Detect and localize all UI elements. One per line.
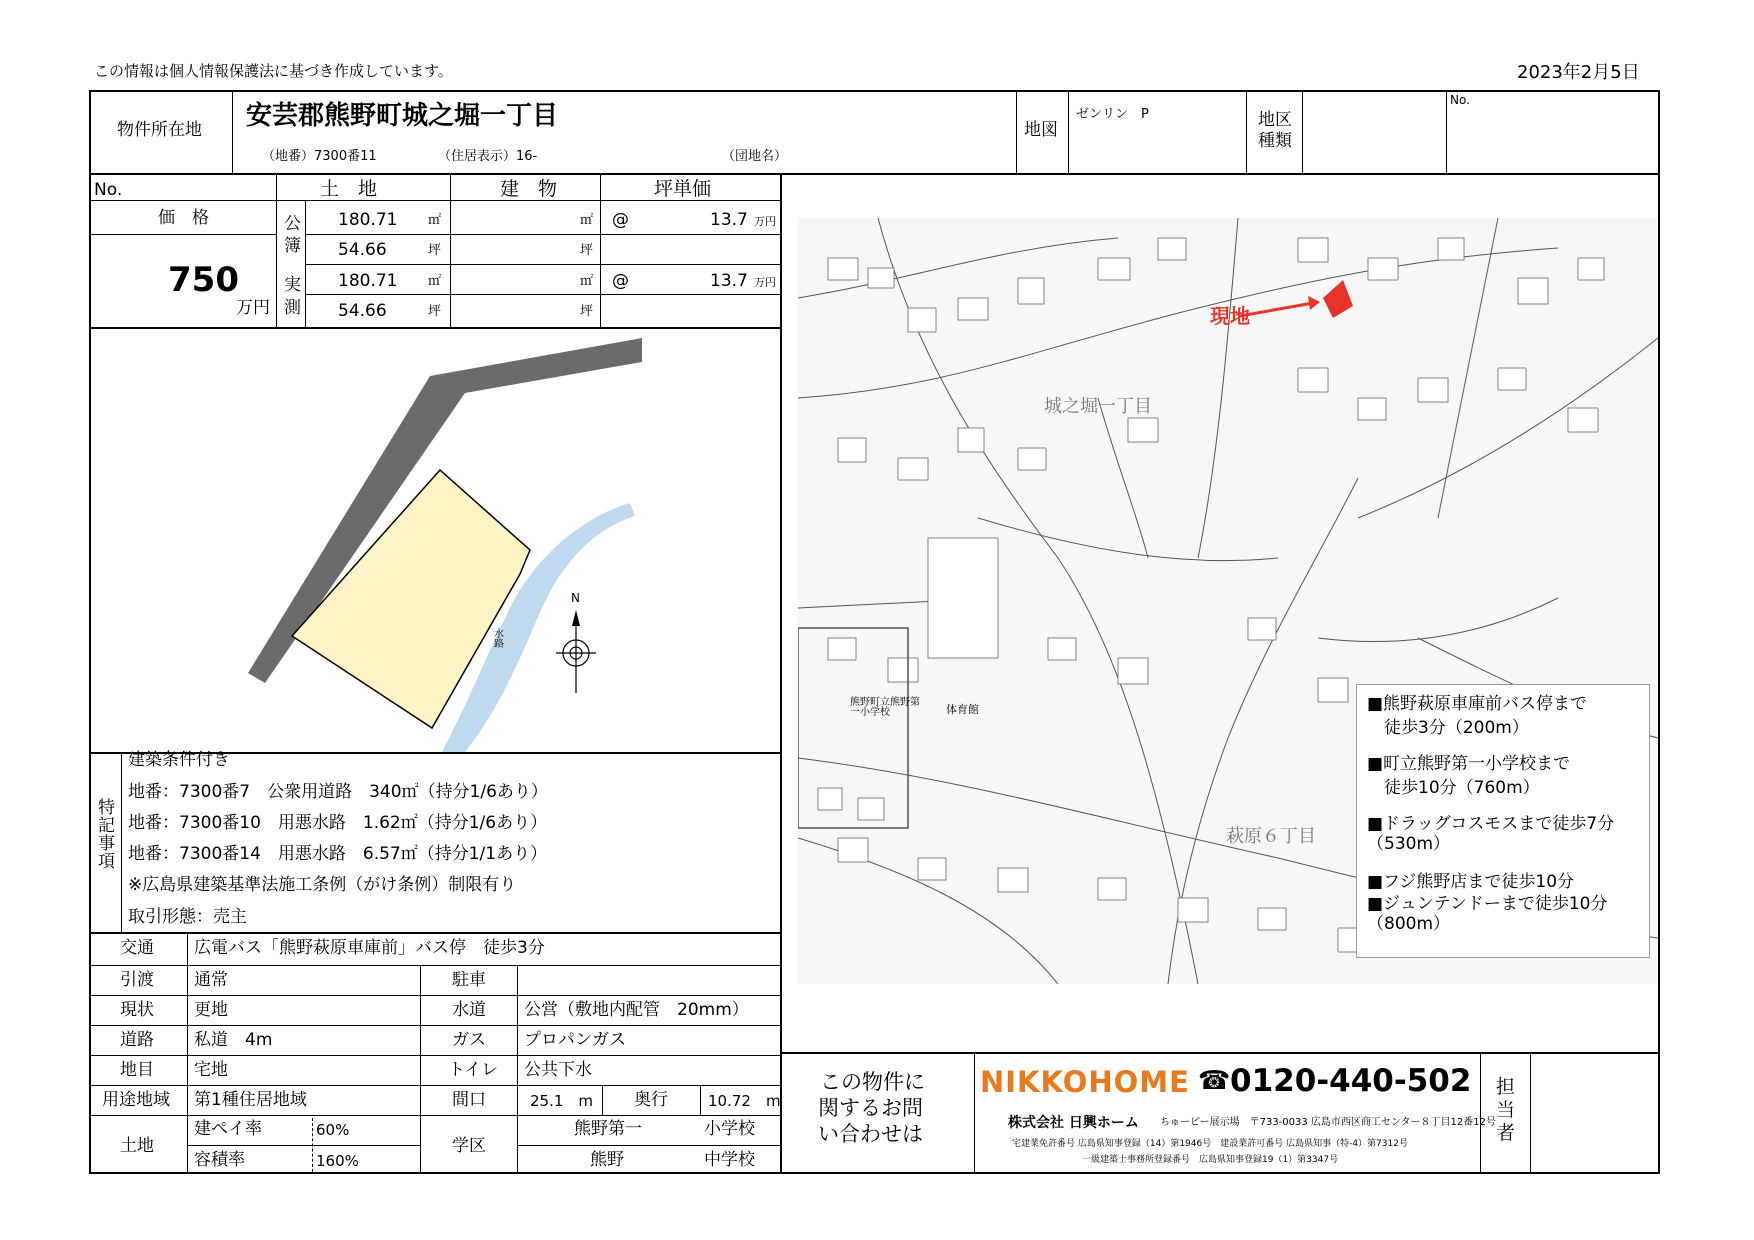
document-date: 2023年2月5日 (1517, 62, 1640, 83)
youto-label: 用途地域 (102, 1090, 170, 1110)
elementary-school-type: 小学校 (704, 1119, 755, 1139)
at-mark: @ (612, 271, 629, 291)
header-divider (89, 173, 1660, 175)
tochi-label: 土地 (120, 1136, 154, 1156)
man-yen-unit: 万円 (754, 276, 776, 289)
toilet-label: トイレ (448, 1060, 499, 1080)
suido-label: 水道 (452, 1000, 486, 1020)
remark-line-3: 地番：7300番10 用悪水路 1.62㎡（持分1/6あり） (128, 813, 548, 833)
info-line-5: ■ドラッグコスモスまで徒歩7分 (1367, 814, 1615, 834)
phone-icon: ☎ (1198, 1066, 1231, 1096)
youseki-label: 容積率 (194, 1150, 245, 1170)
access-info-box (1356, 684, 1650, 958)
junior-high-school-type: 中学校 (704, 1150, 755, 1170)
privacy-notice: この情報は個人情報保護法に基づき作成しています。 (94, 62, 453, 80)
chimoku-label: 地目 (120, 1060, 154, 1080)
jissoku-land-m2: 180.71 (338, 271, 398, 291)
info-line-4: 徒歩10分（760m） (1367, 778, 1540, 798)
unit-tsubo: 坪 (428, 243, 442, 258)
tsubo-price-koubo: 13.7 (710, 210, 748, 230)
jissoku-char-1: 実 (284, 275, 301, 295)
gakku-label: 学区 (452, 1136, 486, 1156)
genjo-label: 現状 (120, 1000, 154, 1020)
map-gym: 体育館 (946, 703, 979, 716)
at-mark: @ (612, 210, 629, 230)
youseki-value: 160% (316, 1152, 359, 1170)
elementary-school: 熊野第一 (574, 1119, 642, 1139)
tsubo-price-header: 坪単価 (654, 178, 712, 200)
phone-number[interactable]: 0120-440-502 (1230, 1063, 1472, 1099)
unit-m2: ㎡ (428, 274, 442, 289)
maguchi-value: 25.1 m (530, 1092, 594, 1110)
jissoku-char-2: 測 (284, 298, 301, 318)
north-label: N (571, 591, 580, 605)
unit-tsubo: 坪 (428, 304, 442, 319)
unit-tsubo: 坪 (580, 304, 594, 319)
youto-value: 第1種住居地域 (194, 1090, 307, 1110)
genjo-value: 更地 (194, 1000, 228, 1020)
chimoku-value: 宅地 (194, 1060, 228, 1080)
chusha-label: 駐車 (452, 970, 486, 990)
junior-high-school: 熊野 (590, 1150, 624, 1170)
jissoku-land-tsubo: 54.66 (338, 301, 387, 321)
remark-line-5: ※広島県建築基準法施工条例（がけ条例）制限有り (128, 875, 517, 895)
property-address: 安芸郡熊野町城之堀一丁目 (246, 101, 559, 131)
jukyo-hyoji: （住居表示）16- (438, 149, 538, 164)
price-unit: 万円 (236, 298, 270, 318)
district-label: 地区 (1258, 110, 1292, 130)
kenpei-label: 建ペイ率 (194, 1119, 262, 1139)
koubo-land-tsubo: 54.66 (338, 240, 387, 260)
license-line-1: 宅建業免許番号 広島県知事登録（14）第1946号 建設業許可番号 広島県知事（特-4）第7312号 (1012, 1139, 1408, 1149)
map-area-label-1: 城之堀一丁目 (1044, 396, 1152, 417)
location-label: 物件所在地 (117, 120, 202, 140)
price-value: 750 (168, 260, 239, 300)
inquiry-line-3: い合わせは (818, 1122, 923, 1146)
info-line-2: 徒歩3分（200m） (1367, 718, 1529, 738)
company-branch: ちゅーピー展示場 〒733-0033 広島市西区商工センター８丁目12番12号 (1160, 1117, 1496, 1128)
toilet-value: 公共下水 (524, 1060, 592, 1080)
inquiry-line-1: この物件に (820, 1070, 925, 1094)
info-line-9: （800m） (1367, 914, 1451, 934)
inquiry-line-2: 関するお問 (818, 1096, 923, 1120)
hikiwatashi-label: 引渡 (120, 970, 154, 990)
price-no-label: No. (94, 180, 123, 200)
info-line-3: ■町立熊野第一小学校まで (1367, 754, 1571, 774)
building-header: 建 物 (500, 178, 558, 200)
land-header: 土 地 (320, 178, 378, 200)
hikiwatashi-value: 通常 (194, 970, 228, 990)
okuyuki-value: 10.72 m (708, 1092, 781, 1110)
kotsu-value: 広電バス「熊野萩原車庫前」バス停 徒歩3分 (194, 938, 545, 958)
man-yen-unit: 万円 (754, 215, 776, 228)
koubo-char-1: 公 (284, 214, 301, 234)
suido-value: 公営（敷地内配管 20mm） (524, 1000, 749, 1020)
district-type-label: 種類 (1258, 131, 1292, 151)
tsubo-price-jissoku: 13.7 (710, 271, 748, 291)
price-label: 価 格 (158, 208, 209, 228)
map-value: ゼンリン P (1076, 107, 1149, 122)
remark-line-6: 取引形態：売主 (128, 907, 247, 927)
unit-tsubo: 坪 (580, 243, 594, 258)
waterway-label: 水路 (494, 629, 504, 650)
okuyuki-label: 奥行 (634, 1090, 668, 1110)
chiban: （地番）7300番11 (262, 149, 377, 164)
tanto-label: 担当者 (1496, 1076, 1516, 1144)
kotsu-label: 交通 (120, 938, 154, 958)
remarks-label: 特記事項 (98, 798, 115, 872)
unit-m2: ㎡ (580, 213, 594, 228)
gas-label: ガス (452, 1030, 486, 1050)
koubo-land-m2: 180.71 (338, 210, 398, 230)
north-compass-icon (556, 610, 596, 693)
danchi-name: （団地名） (722, 149, 788, 164)
maguchi-label: 間口 (452, 1090, 486, 1110)
map-school-name: 熊野町立熊野第一小学校 (850, 697, 920, 718)
map-area-label-2: 萩原６丁目 (1226, 826, 1316, 847)
lot-diagram (90, 328, 779, 752)
info-line-8: ■ジュンテンドーまで徒歩10分 (1367, 894, 1608, 914)
info-line-1: ■熊野萩原車庫前バス停まで (1367, 694, 1588, 714)
gas-value: プロパンガス (524, 1030, 626, 1050)
doro-value: 私道 4m (194, 1030, 273, 1050)
remark-line-4: 地番：7300番14 用悪水路 6.57㎡（持分1/1あり） (128, 844, 548, 864)
info-line-6: （530m） (1367, 834, 1451, 854)
map-label: 地図 (1024, 120, 1058, 140)
remark-line-1: 建築条件付き (128, 750, 230, 770)
center-divider (780, 173, 782, 1174)
genchi-label: 現地 (1210, 304, 1250, 328)
remark-line-2: 地番：7300番7 公衆用道路 340㎡（持分1/6あり） (128, 782, 548, 802)
doro-label: 道路 (120, 1030, 154, 1050)
koubo-char-2: 簿 (284, 236, 301, 256)
license-line-2: 一級建築士事務所登録番号 広島県知事登録19（1）第3347号 (1082, 1155, 1339, 1165)
kenpei-value: 60% (316, 1121, 350, 1139)
company-logo: NIKKOHOME (980, 1065, 1190, 1099)
header-no-label: No. (1450, 93, 1470, 107)
info-line-7: ■フジ熊野店まで徒歩10分 (1367, 872, 1575, 892)
company-name: 株式会社 日興ホーム (1008, 1115, 1139, 1131)
unit-m2: ㎡ (428, 213, 442, 228)
unit-m2: ㎡ (580, 274, 594, 289)
